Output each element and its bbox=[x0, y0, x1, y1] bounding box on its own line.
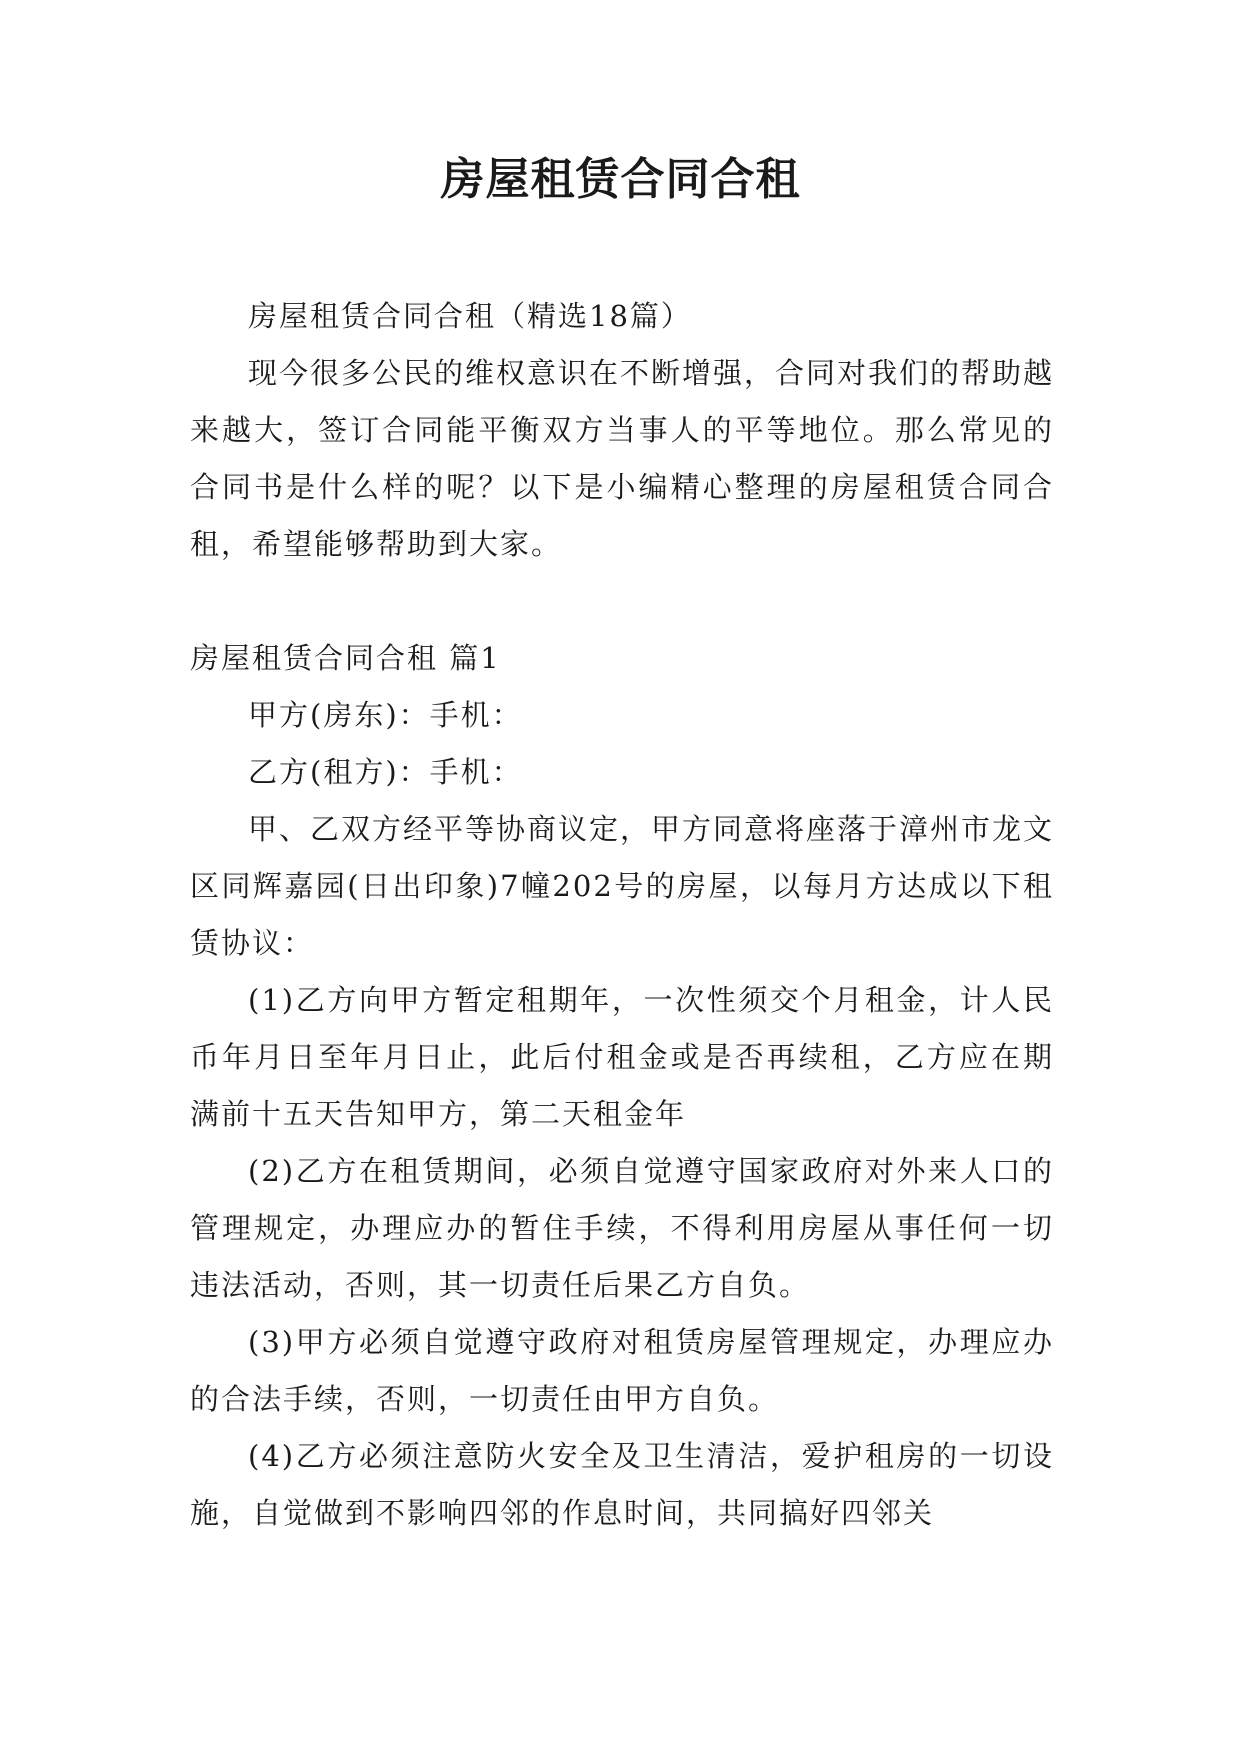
document-body bbox=[190, 288, 1054, 1542]
paragraph-spacer bbox=[190, 573, 1054, 630]
clause-2-paragraph: (2)乙方在租赁期间，必须自觉遵守国家政府对外来人口的管理规定，办理应办的暂住手续，不得利用房屋从事任何一切违法活动，否则，其一切责任后果乙方自负。 bbox=[190, 1154, 1054, 1302]
clause-4-paragraph: (4)乙方必须注意防火安全及卫生清洁，爱护租房的一切设施，自觉做到不影响四邻的作息时间，共同搞好四邻关 bbox=[190, 1439, 1054, 1530]
subtitle-paragraph: 房屋租赁合同合租（精选18篇） bbox=[248, 299, 692, 333]
clause-3-paragraph: (3)甲方必须自觉遵守政府对租赁房屋管理规定，办理应办的合法手续，否则，一切责任由甲方自负。 bbox=[190, 1325, 1054, 1416]
party-b-paragraph: 乙方(租方)：手机： bbox=[248, 755, 523, 789]
agreement-paragraph: 甲、乙双方经平等协商议定，甲方同意将座落于漳州市龙文区同辉嘉园(日出印象)7幢202号的房屋，以每月方达成以下租赁协议： bbox=[190, 812, 1055, 960]
document-title: 房屋租赁合同合租 bbox=[440, 154, 801, 205]
intro-paragraph: 现今很多公民的维权意识在不断增强，合同对我们的帮助越来越大，签订合同能平衡双方当事人的平等地位。那么常见的合同书是什么样的呢？以下是小编精心整理的房屋租赁合同合租，希望能够帮助到大家。 bbox=[190, 356, 1055, 561]
section-heading: 房屋租赁合同合租 篇1 bbox=[190, 641, 501, 675]
party-a-paragraph: 甲方(房东)：手机： bbox=[248, 698, 523, 732]
clause-1-paragraph: (1)乙方向甲方暂定租期年，一次性须交个月租金，计人民币年月日至年月日止，此后付租金或是否再续租，乙方应在期满前十五天告知甲方，第二天租金年 bbox=[190, 983, 1054, 1131]
